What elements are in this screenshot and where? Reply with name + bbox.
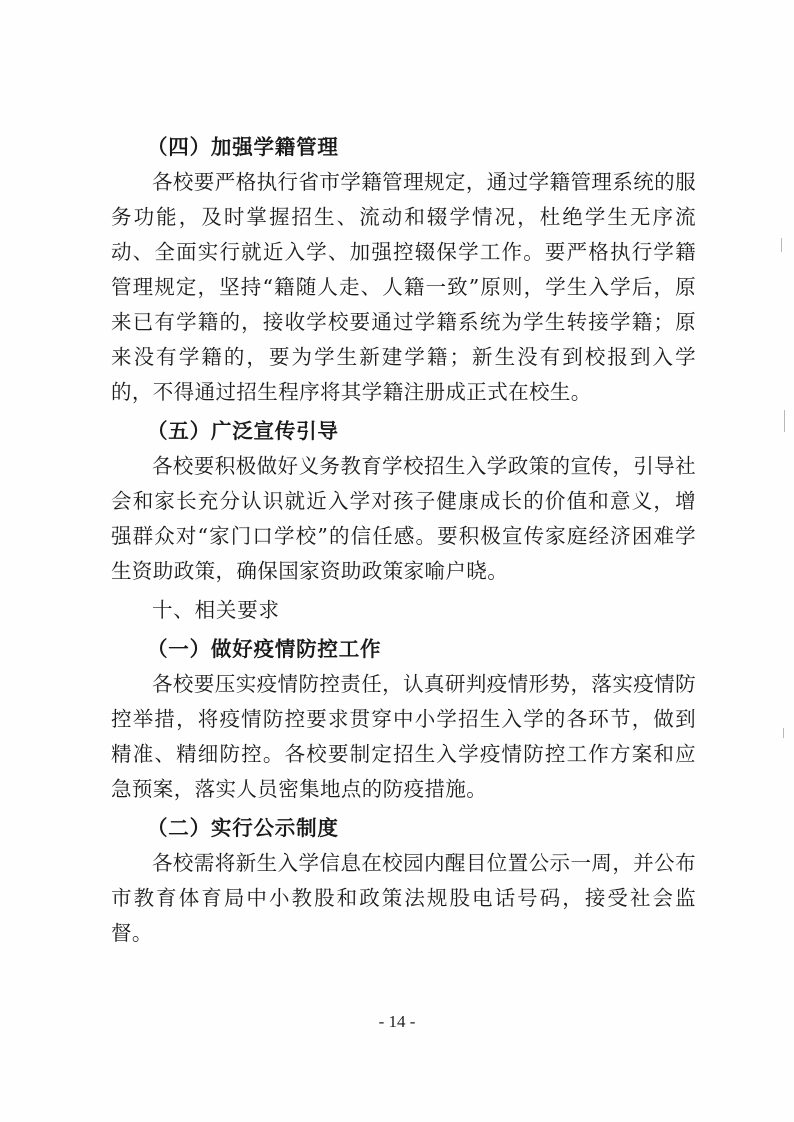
document-body bbox=[111, 130, 696, 951]
scan-artifact bbox=[783, 728, 784, 738]
paragraph-publicity: 各校要积极做好义务教育学校招生入学政策的宣传，引导社会和家长充分认识就近入学对孩子健康成长的价值和意义，增强群众对“家门口学校”的信任感。要积极宣传家庭经济困难学生资助政策，确保国家资助政策家喻户晓。 bbox=[111, 454, 696, 583]
section-heading-2: （二）实行公示制度 bbox=[147, 816, 339, 840]
section-heading-1: （一）做好疫情防控工作 bbox=[147, 637, 382, 661]
paragraph-epidemic-control: 各校要压实疫情防控责任，认真研判疫情形势，落实疫情防控举措，将疫情防控要求贯穿中小学招生入学的各环节，做到精准、精细防控。各校要制定招生入学疫情防控工作方案和应急预案，落实人员密集地点的防疫措施。 bbox=[111, 672, 696, 801]
paragraph-student-records: 各校要严格执行省市学籍管理规定，通过学籍管理系统的服务功能，及时掌握招生、流动和辍学情况，杜绝学生无序流动、全面实行就近入学、加强控辍保学工作。要严格执行学籍管理规定，坚持“籍随人走、人籍一致”原则，学生入学后，原来已有学籍的，接收学校要通过学籍系统为学生转接学籍；原来没有学籍的，要为学生新建学籍；新生没有到校报到入学的，不得通过招生程序将其学籍注册成正式在校生。 bbox=[111, 170, 696, 404]
scan-artifact bbox=[784, 410, 785, 432]
section-heading-5: （五）广泛宣传引导 bbox=[147, 419, 339, 443]
scan-artifact bbox=[781, 238, 782, 252]
page-number: - 14 - bbox=[378, 1012, 416, 1031]
chapter-heading-10: 十、相关要求 bbox=[152, 598, 280, 622]
paragraph-public-notice: 各校需将新生入学信息在校园内醒目位置公示一周，并公布市教育体育局中小教股和政策法规股电话号码，接受社会监督。 bbox=[111, 851, 696, 945]
section-heading-4: （四）加强学籍管理 bbox=[147, 135, 339, 159]
